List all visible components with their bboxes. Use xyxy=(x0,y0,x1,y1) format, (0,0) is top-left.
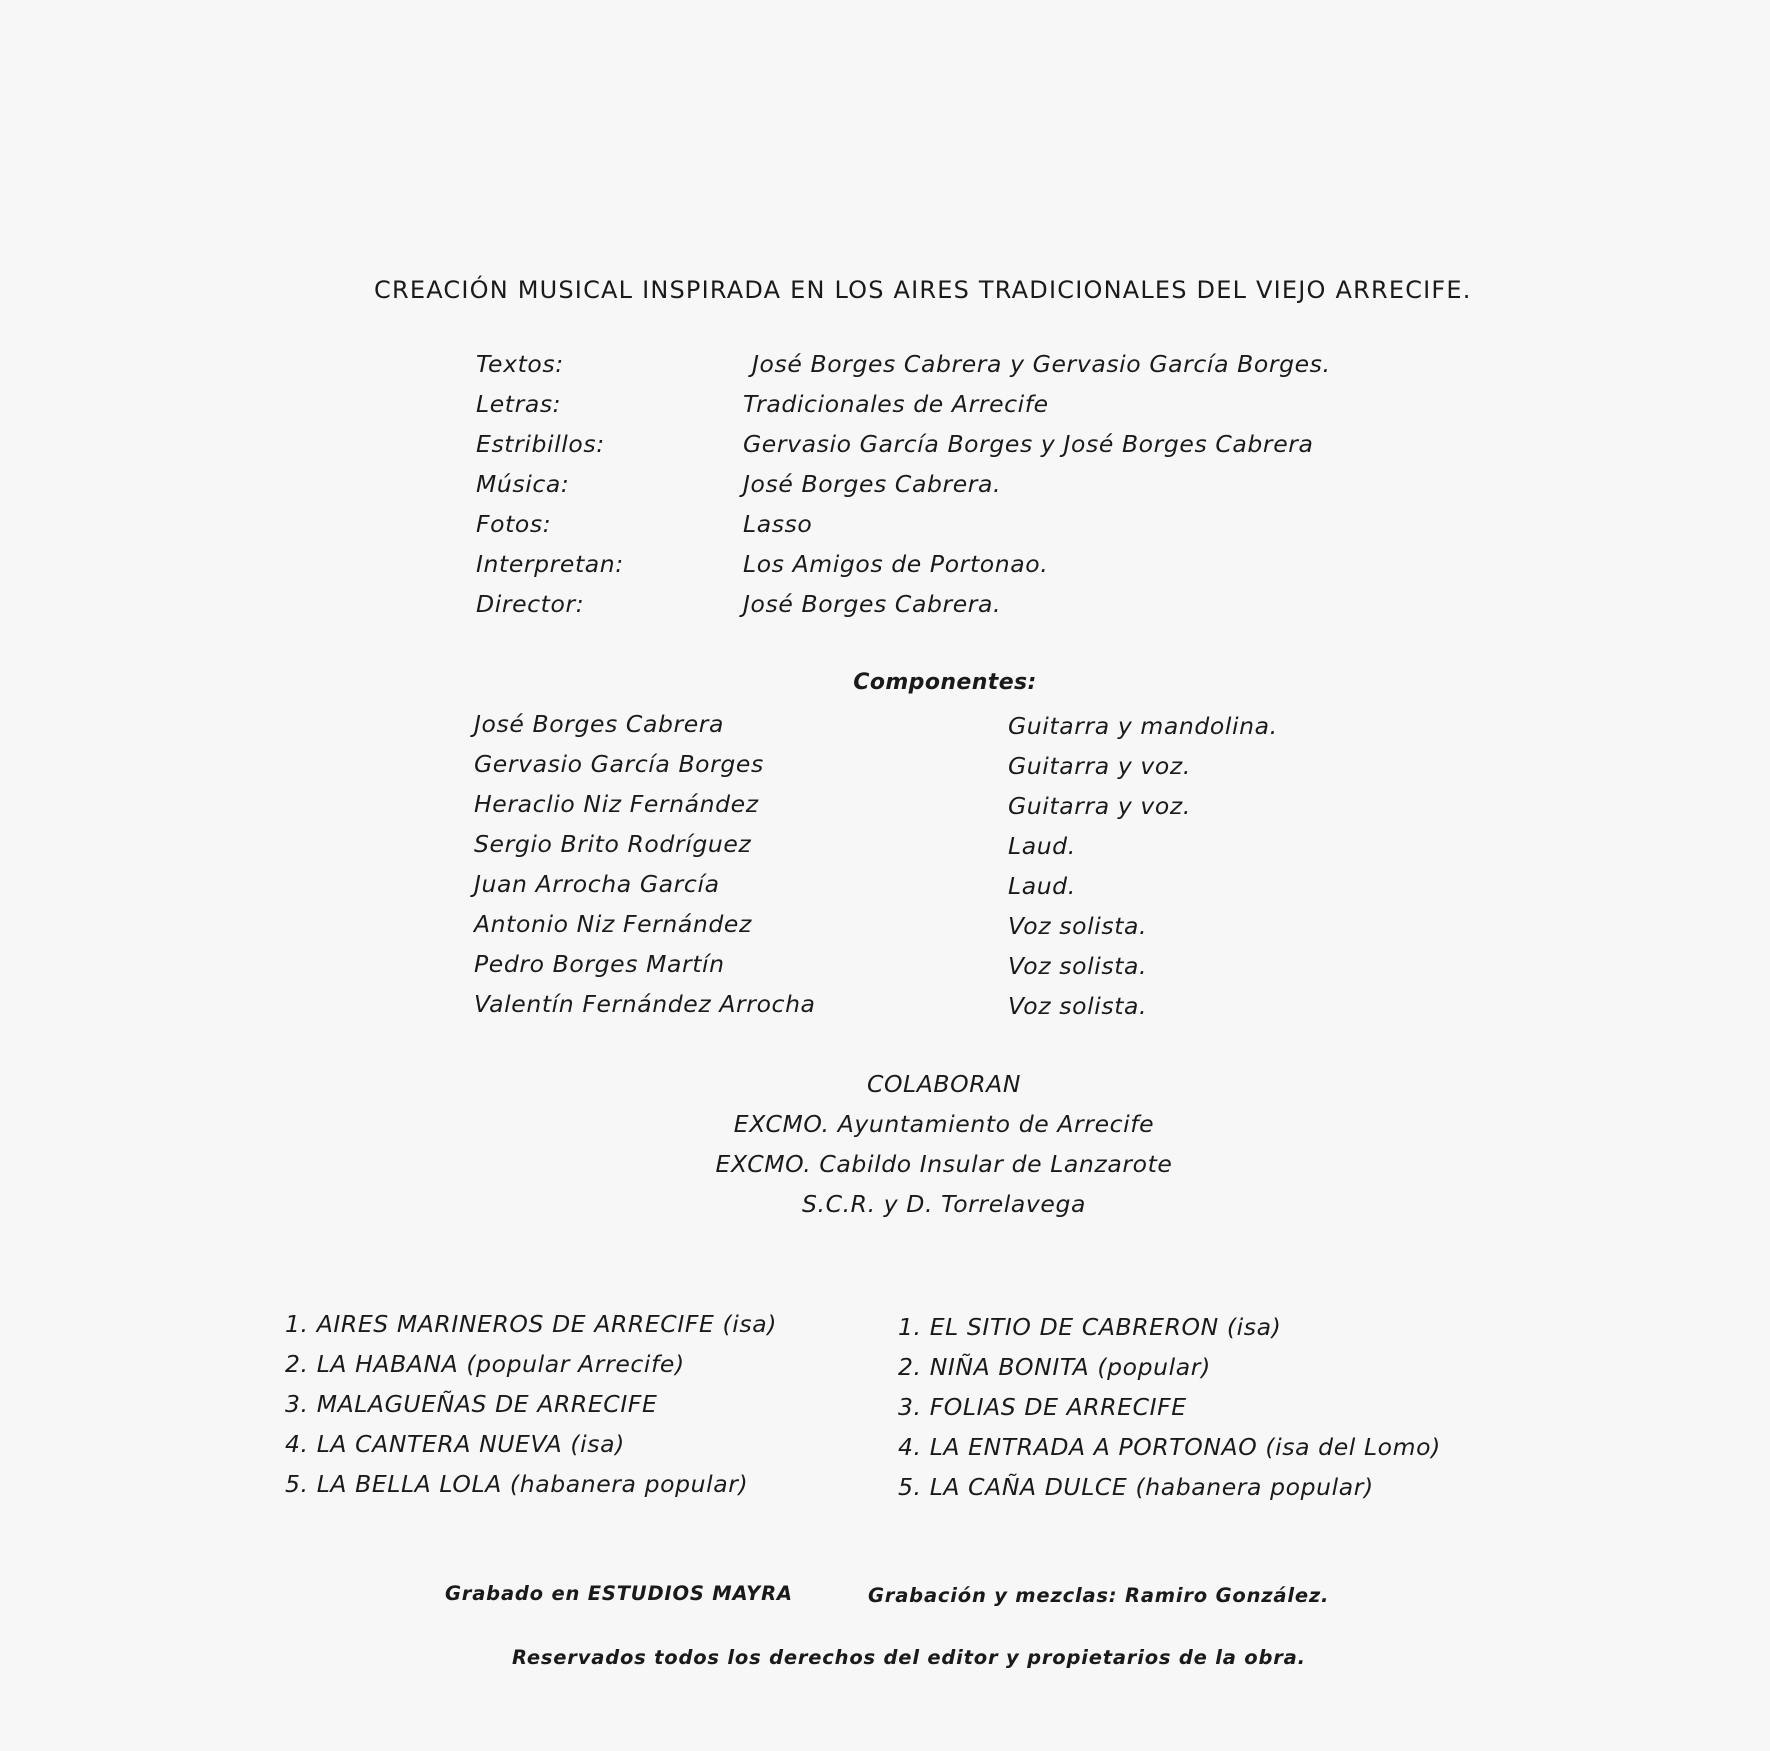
member-role: Guitarra y mandolina. xyxy=(1008,712,1278,740)
member-role: Voz solista. xyxy=(1008,992,1148,1020)
member-name: Antonio Niz Fernández xyxy=(474,910,752,938)
mixing-credit: Grabación y mezclas: Ramiro González. xyxy=(868,1584,1330,1607)
track-item: 3. FOLIAS DE ARRECIFE xyxy=(898,1393,1187,1421)
member-role: Voz solista. xyxy=(1008,952,1148,980)
member-name: Juan Arrocha García xyxy=(474,870,720,898)
collaborator: EXCMO. Cabildo Insular de Lanzarote xyxy=(715,1150,1173,1178)
collaborator: S.C.R. y D. Torrelavega xyxy=(802,1190,1086,1218)
credit-label: Director: xyxy=(476,590,585,618)
track-item: 2. LA HABANA (popular Arrecife) xyxy=(285,1350,685,1378)
member-name: Heraclio Niz Fernández xyxy=(474,790,759,818)
credit-label: Fotos: xyxy=(476,510,552,538)
track-item: 1. AIRES MARINEROS DE ARRECIFE (isa) xyxy=(285,1310,777,1338)
credit-value: Gervasio García Borges y José Borges Cabrera xyxy=(743,430,1314,458)
member-role: Guitarra y voz. xyxy=(1008,752,1191,780)
member-role: Guitarra y voz. xyxy=(1008,792,1191,820)
member-name: Valentín Fernández Arrocha xyxy=(474,990,816,1018)
member-role: Voz solista. xyxy=(1008,912,1148,940)
credit-value: José Borges Cabrera y Gervasio García Borges. xyxy=(752,350,1331,378)
credit-label: Textos: xyxy=(476,350,564,378)
credit-value: Tradicionales de Arrecife xyxy=(743,390,1049,418)
page-heading: CREACIÓN MUSICAL INSPIRADA EN LOS AIRES TRADICIONALES DEL VIEJO ARRECIFE. xyxy=(374,276,1472,304)
rights-notice: Reservados todos los derechos del editor y propietarios de la obra. xyxy=(512,1646,1306,1669)
track-item: 3. MALAGUEÑAS DE ARRECIFE xyxy=(285,1390,658,1418)
member-name: José Borges Cabrera xyxy=(474,710,725,738)
track-item: 4. LA ENTRADA A PORTONAO (isa del Lomo) xyxy=(898,1433,1441,1461)
credit-label: Estribillos: xyxy=(476,430,605,458)
credit-label: Interpretan: xyxy=(476,550,624,578)
collaborators-title: COLABORAN xyxy=(866,1070,1022,1098)
credit-value: José Borges Cabrera. xyxy=(743,590,1002,618)
track-item: 4. LA CANTERA NUEVA (isa) xyxy=(285,1430,625,1458)
track-item: 5. LA CAÑA DULCE (habanera popular) xyxy=(898,1473,1374,1501)
member-name: Gervasio García Borges xyxy=(474,750,764,778)
components-title: Componentes: xyxy=(853,670,1037,695)
credit-label: Letras: xyxy=(476,390,562,418)
studio-credit: Grabado en ESTUDIOS MAYRA xyxy=(445,1582,793,1605)
member-name: Pedro Borges Martín xyxy=(474,950,725,978)
track-item: 2. NIÑA BONITA (popular) xyxy=(898,1353,1211,1381)
track-item: 5. LA BELLA LOLA (habanera popular) xyxy=(285,1470,749,1498)
member-role: Laud. xyxy=(1008,832,1076,860)
credit-value: Los Amigos de Portonao. xyxy=(743,550,1049,578)
credit-value: José Borges Cabrera. xyxy=(743,470,1002,498)
member-name: Sergio Brito Rodríguez xyxy=(474,830,752,858)
collaborator: EXCMO. Ayuntamiento de Arrecife xyxy=(733,1110,1155,1138)
member-role: Laud. xyxy=(1008,872,1076,900)
credit-label: Música: xyxy=(476,470,570,498)
track-item: 1. EL SITIO DE CABRERON (isa) xyxy=(898,1313,1282,1341)
credit-value: Lasso xyxy=(743,510,813,538)
